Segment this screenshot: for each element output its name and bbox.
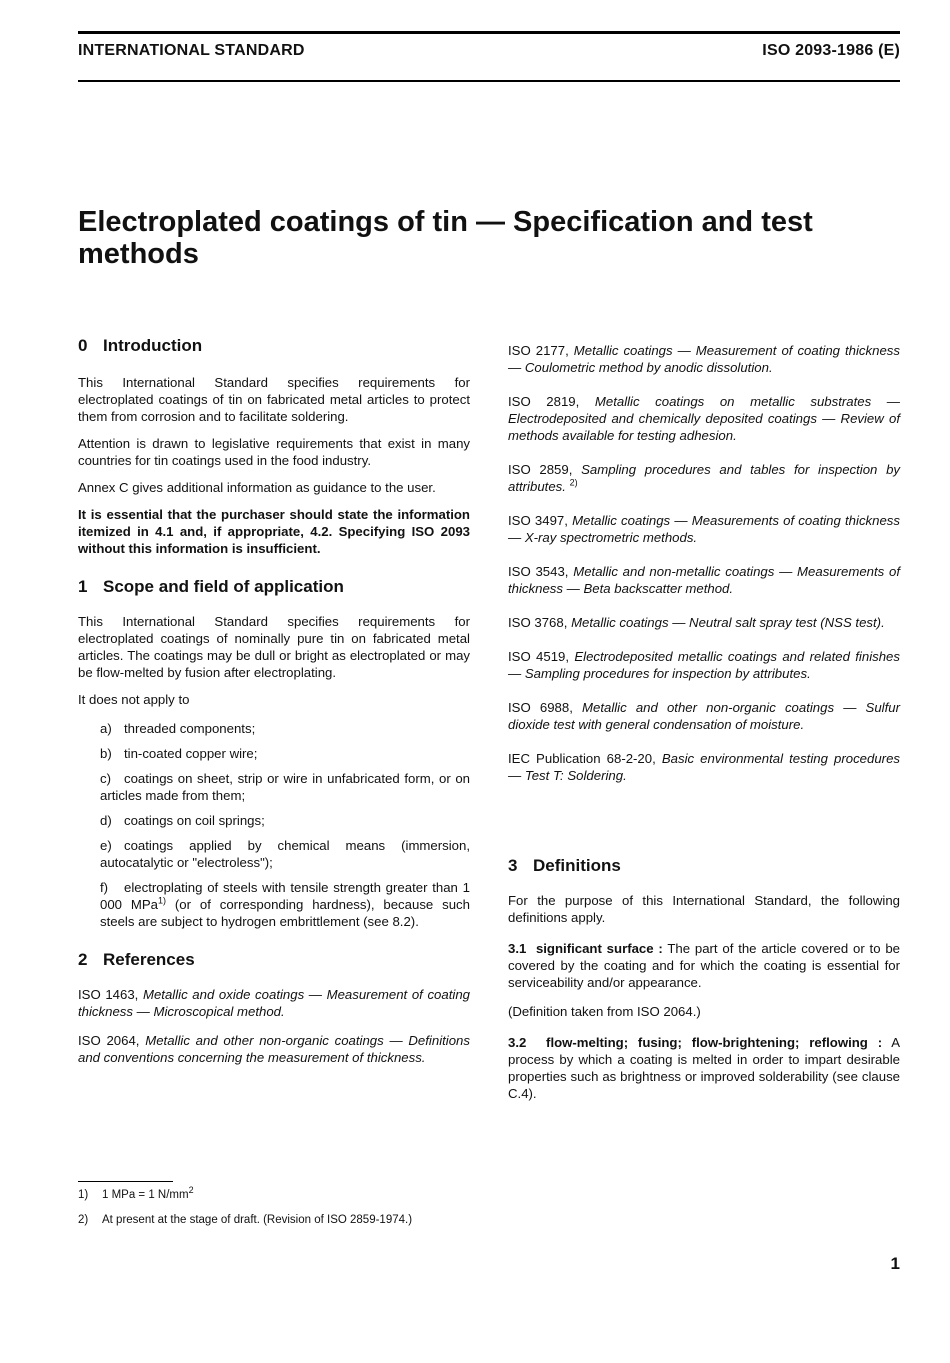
intro-paragraph: Annex C gives additional information as guidance to the user. <box>78 480 436 495</box>
section-number: 2 <box>78 950 88 969</box>
section-number: 3 <box>508 856 518 875</box>
footnote-ref: 2) <box>569 477 578 488</box>
page-title: Electroplated coatings of tin — Specification and test methods <box>78 206 813 270</box>
section-heading-scope <box>78 577 470 597</box>
definition-entry: 3.2 flow-melting; fusing; flow-brightening; reflowing : A process by which a coating is melted in order to impart desirable properties such as brightness or improved solderability (see clause C.4). <box>508 1035 901 1101</box>
section-heading-introduction <box>78 336 470 356</box>
section-title: Definitions <box>533 856 621 875</box>
list-item: e) coatings applied by chemical means (immersion, autocatalytic or "electroless"); <box>100 838 470 870</box>
scope-paragraph: It does not apply to <box>78 692 190 707</box>
section-number: 0 <box>78 336 88 355</box>
footnote: 1) 1 MPa = 1 $N/mm^2$ <box>78 1185 194 1201</box>
reference-entry: ISO 4519, Electrodeposited metallic coatings and related finishes — Sampling procedures for inspection by attributes. <box>508 649 900 681</box>
exclusion-list <box>78 720 470 930</box>
section-title: References <box>103 950 195 969</box>
header-bottom-rule <box>78 80 900 82</box>
intro-requirement-note: It is essential that the purchaser should state the information itemized in 4.1 and, if appropriate, 4.2. Specifying ISO 2093 without this information is insufficient. <box>78 507 470 556</box>
reference-entry: ISO 3543, Metallic and non-metallic coatings — Measurements of thickness — Beta backscatter method. <box>508 564 900 596</box>
section-heading-references <box>78 950 470 970</box>
scope-paragraph: This International Standard specifies requirements for electroplated coatings of nominally pure tin on fabricated metal articles. The coatings may be dull or bright as electroplated or may be flow-melted by fusion after electroplating. <box>78 614 470 680</box>
footnote: 2) At present at the stage of draft. (Revision of ISO 2859-1974.) <box>78 1214 413 1226</box>
document-type: INTERNATIONAL STANDARD <box>78 42 305 59</box>
section-title: Scope and field of application <box>103 577 344 596</box>
definitions-intro: For the purpose of this International Standard, the following definitions apply. <box>508 893 900 925</box>
reference-entry: ISO 2819, Metallic coatings on metallic substrates — Electrodeposited and chemically deposited coatings — Review of methods available for testing adhesion. <box>508 394 900 443</box>
section-heading-definitions <box>508 856 900 876</box>
left-column <box>78 336 470 1066</box>
list-item: c) coatings on sheet, strip or wire in unfabricated form, or on articles made from them; <box>100 771 470 803</box>
list-item: b) tin-coated copper wire; <box>100 746 258 761</box>
document-number: ISO 2093-1986 (E) <box>762 42 900 59</box>
page-number: 1 <box>890 1254 900 1273</box>
reference-entry: ISO 2859, Sampling procedures and tables for inspection by attributes. $^{2)}$ <box>508 462 900 494</box>
list-item: d) coatings on coil springs; <box>100 813 265 828</box>
reference-entry: ISO 3768, Metallic coatings — Neutral salt spray test (NSS test). <box>508 615 885 630</box>
footnote-ref: 1) <box>158 895 167 906</box>
definition-entry: 3.1 significant surface : The part of the article covered or to be covered by the coating and for which the coating is essential for serviceability and/or appearance. <box>508 941 900 990</box>
reference-entry: IEC Publication 68-2-20, Basic environmental testing procedures — Test T: Soldering. <box>508 751 900 783</box>
footnote-rule <box>78 1181 173 1182</box>
intro-paragraph: This International Standard specifies requirements for electroplated coatings of tin on fabricated metal articles to protect them from corrosion and to facilitate soldering. <box>78 375 470 424</box>
right-column <box>508 342 900 1102</box>
list-item: a) threaded components; <box>100 721 256 736</box>
header-top-rule <box>78 31 900 34</box>
reference-entry: ISO 1463, Metallic and oxide coatings — Measurement of coating thickness — Microscopical method. <box>78 987 470 1019</box>
list-item: f) electroplating of steels with tensile strength greater than 1 000 MPa$^{1)}$ (or of corresponding hardness), because such steels are subject to hydrogen embrittlement (see 8.2). <box>100 880 470 929</box>
reference-entry: ISO 2064, Metallic and other non-organic coatings — Definitions and conventions concerning the measurement of thickness. <box>78 1033 470 1065</box>
section-number: 1 <box>78 577 88 596</box>
definition-note: (Definition taken from ISO 2064.) <box>508 1004 701 1019</box>
intro-paragraph: Attention is drawn to legislative requirements that exist in many countries for tin coatings used in the food industry. <box>78 436 470 468</box>
reference-entry: ISO 6988, Metallic and other non-organic coatings — Sulfur dioxide test with general condensation of moisture. <box>508 700 900 732</box>
section-title: Introduction <box>103 336 203 355</box>
reference-entry: ISO 2177, Metallic coatings — Measurement of coating thickness — Coulometric method by anodic dissolution. <box>508 343 900 375</box>
reference-entry: ISO 3497, Metallic coatings — Measurements of coating thickness — X-ray spectrometric methods. <box>508 513 900 545</box>
